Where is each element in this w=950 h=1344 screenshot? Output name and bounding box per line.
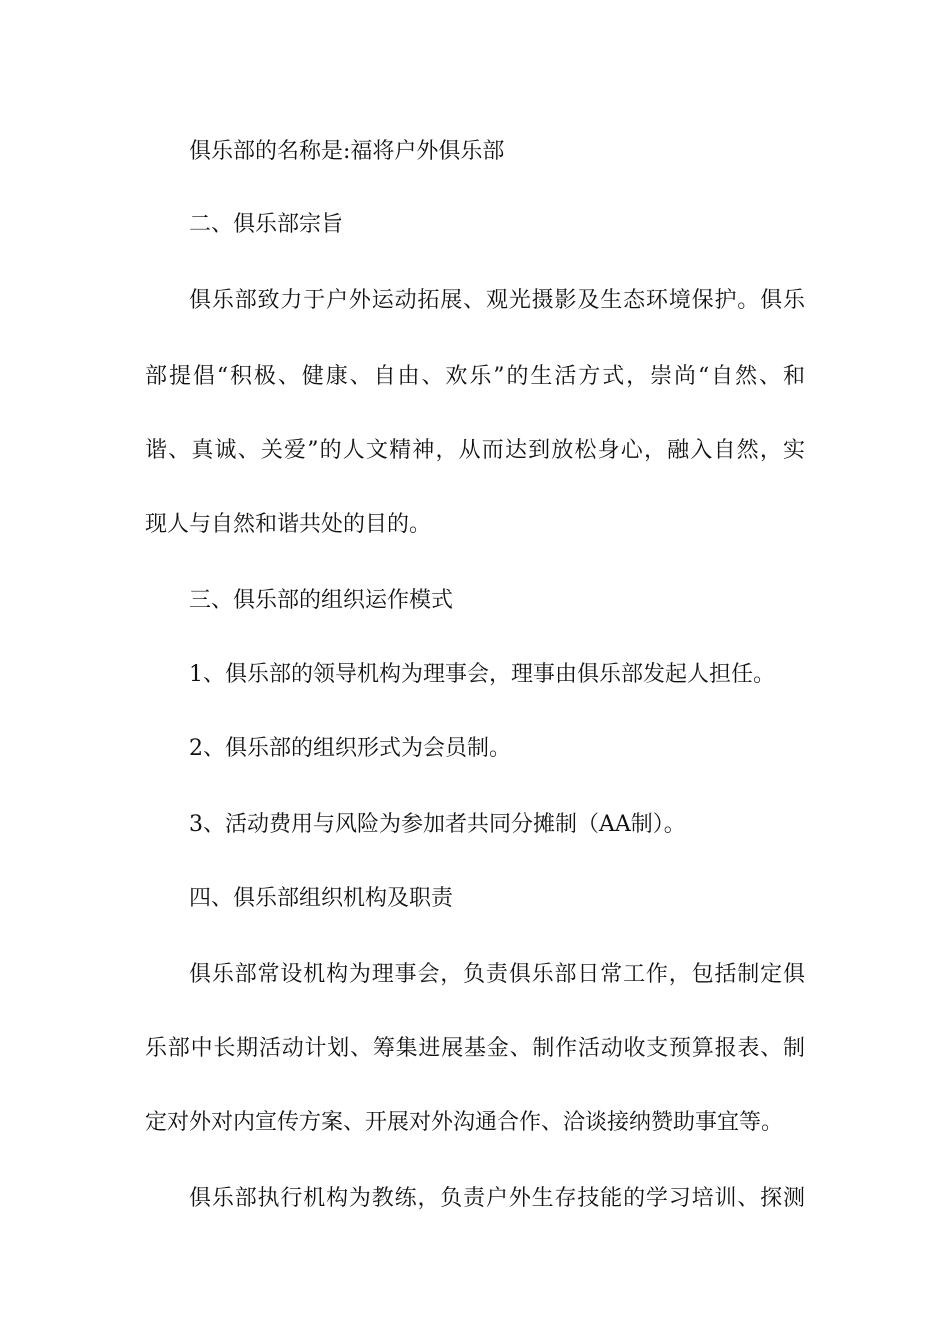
- list-item-2: 2、俱乐部的组织形式为会员制。: [189, 736, 511, 761]
- list-item-1: 1、俱乐部的领导机构为理事会，理事由俱乐部发起人担任。: [189, 662, 775, 687]
- council-paragraph-line-3: 定对外对内宣传方案、开展对外沟通合作、洽谈接纳赞助事宜等。: [145, 1110, 784, 1135]
- list-item-3: 3、活动费用与风险为参加者共同分摊制（AA制）。: [189, 812, 686, 837]
- council-paragraph-line-1: 俱乐部常设机构为理事会，负责俱乐部日常工作，包括制定俱: [189, 962, 805, 987]
- purpose-paragraph-line-1: 俱乐部致力于户外运动拓展、观光摄影及生态环境保护。俱乐: [189, 288, 805, 313]
- section-heading-2: 二、俱乐部宗旨: [189, 212, 344, 237]
- section-heading-4: 四、俱乐部组织机构及职责: [189, 886, 454, 911]
- coach-paragraph-line-1: 俱乐部执行机构为教练，负责户外生存技能的学习培训、探测: [189, 1186, 805, 1211]
- section-heading-3: 三、俱乐部的组织运作模式: [189, 588, 454, 613]
- purpose-paragraph-line-4: 现人与自然和谐共处的目的。: [145, 512, 432, 537]
- council-paragraph-line-2: 乐部中长期活动计划、筹集进展基金、制作活动收支预算报表、制: [145, 1036, 805, 1061]
- purpose-paragraph-line-3: 谐、真诚、关爱”的人文精神，从而达到放松身心，融入自然，实: [145, 438, 805, 463]
- purpose-paragraph-line-2: 部提倡“积极、健康、自由、欢乐”的生活方式，崇尚“自然、和: [145, 364, 805, 389]
- club-name-line: 俱乐部的名称是:福将户外俱乐部: [189, 139, 505, 164]
